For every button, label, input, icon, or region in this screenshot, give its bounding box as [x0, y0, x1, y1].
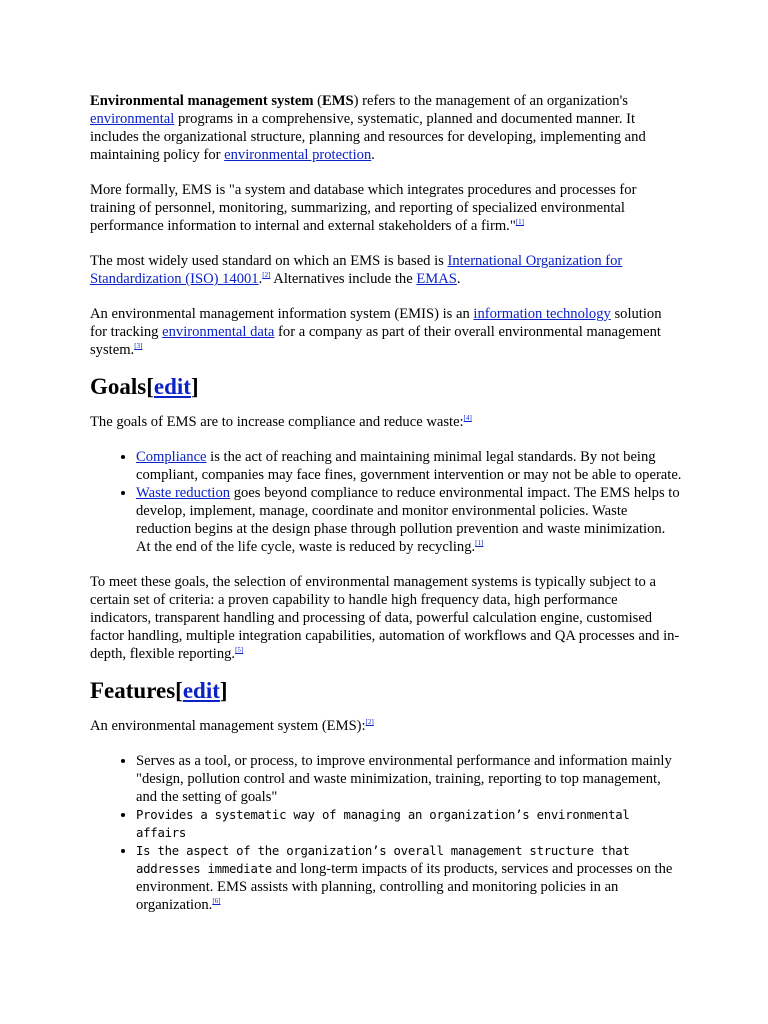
- intro-paragraph-1: Environmental management system (EMS) refers to the management of an organization's environmental programs in a comprehensive, systematic, planned and documented manner. It includes the organizational structure, planning and resources for developing, implementing and maintaining policy for environmental protection.: [90, 93, 646, 163]
- citation-link[interactable]: [6]: [212, 897, 221, 905]
- link-environmental-data[interactable]: environmental data: [162, 324, 275, 340]
- link-emas[interactable]: EMAS: [416, 271, 457, 287]
- features-list: [90, 752, 682, 914]
- goals-criteria-paragraph: To meet these goals, the selection of environmental management systems is typically subject to a certain set of criteria: a proven capability to handle high frequency data, high performance indicators, transparent handling and processing of data, powerful calculation engine, customised factor handling, multiple integration capabilities, automation of workflows and QA processes and in-depth, flexible reporting.[5]: [90, 574, 680, 662]
- goals-intro: The goals of EMS are to increase compliance and reduce waste:[4]: [90, 414, 472, 430]
- section-heading-features: Features[edit]: [90, 678, 228, 703]
- goals-list: [90, 448, 682, 556]
- intro-paragraph-4: An environmental management information system (EMIS) is an information technology solution for tracking environmental data for a company as part of their overall environmental management system.[3]: [90, 306, 662, 358]
- citation-link[interactable]: [1]: [475, 539, 484, 547]
- list-item: • Waste reduction goes beyond compliance to reduce environmental impact. The EMS helps to develop, implement, manage, coordinate and monitor environmental policies. Waste reduction begins at the design phase through pollution prevention and waste minimization. At the end of the life cycle, waste is reduced by recycling.[1]: [136, 484, 682, 556]
- link-information-technology[interactable]: information technology: [473, 306, 611, 322]
- list-item: • Is the aspect of the organization’s overall management structure that addresses immediate and long-term impacts of its products, services and processes on the environment. EMS assists with planning, controlling and monitoring policies in an organization.[6]: [136, 842, 682, 914]
- edit-link-features[interactable]: edit: [182, 678, 220, 703]
- article-body: [90, 92, 682, 931]
- list-item: • Compliance is the act of reaching and maintaining minimal legal standards. By not being compliant, companies may face fines, government intervention or may not be able to operate.: [136, 448, 682, 484]
- list-item: • Provides a systematic way of managing an organization’s environmental affairs: [136, 806, 682, 842]
- citation-link[interactable]: [5]: [235, 646, 244, 654]
- intro-paragraph-3: The most widely used standard on which an EMS is based is International Organization for Standardization (ISO) 14001.[2] Alternatives include the EMAS.: [90, 253, 623, 287]
- section-heading-goals: Goals[edit]: [90, 374, 199, 399]
- citation-link[interactable]: [2]: [262, 271, 271, 279]
- link-environmental[interactable]: environmental: [90, 111, 175, 127]
- citation-link[interactable]: [1]: [515, 218, 524, 226]
- intro-paragraph-2: More formally, EMS is "a system and database which integrates procedures and processes for training of personnel, monitoring, summarizing, and reporting of specialized environmental performance information to internal and external stakeholders of a firm."[1]: [90, 182, 637, 234]
- citation-link[interactable]: [3]: [134, 342, 143, 350]
- link-environmental-protection[interactable]: environmental protection: [224, 147, 372, 163]
- link-waste-reduction[interactable]: Waste reduction: [136, 485, 231, 501]
- link-iso-14001[interactable]: International Organization for Standardization (ISO) 14001: [90, 253, 623, 287]
- link-compliance[interactable]: Compliance: [136, 449, 207, 465]
- features-intro: An environmental management system (EMS):[2]: [90, 718, 374, 734]
- list-item: • Serves as a tool, or process, to improve environmental performance and information mainly "design, pollution control and waste minimization, training, reporting to top management, and the setting of goals": [136, 752, 682, 806]
- term-bold: Environmental management system: [90, 93, 314, 109]
- citation-link[interactable]: [2]: [365, 718, 374, 726]
- edit-link-goals[interactable]: edit: [153, 374, 191, 399]
- citation-link[interactable]: [4]: [463, 414, 472, 422]
- abbr-bold: EMS: [322, 93, 354, 109]
